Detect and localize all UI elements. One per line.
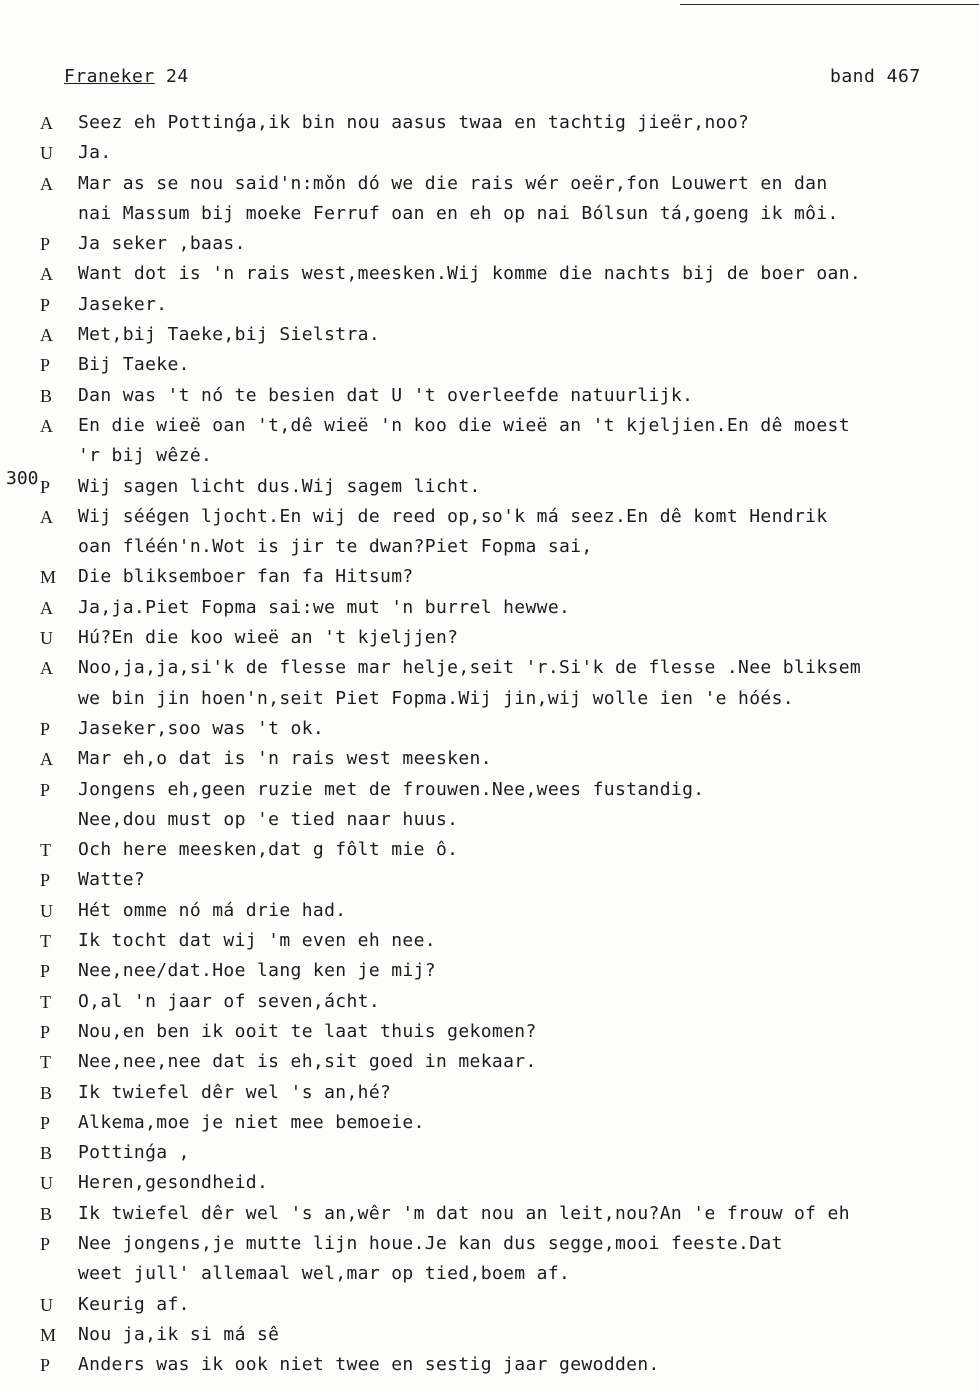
transcript-line	[0, 744, 979, 774]
speaker-label: M	[40, 1324, 57, 1345]
utterance-text: Keurig af.	[78, 1293, 190, 1315]
utterance-text: Mar as se nou said'n:mǒn dó we die rais wér oeër,fon Louwert en dan	[78, 172, 828, 194]
utterance-text: Ik twiefel dêr wel 's an,wêr 'm dat nou an leit,nou?An 'e frouw of eh	[78, 1202, 850, 1224]
utterance-text: oan fléén'n.Wot is jir te dwan?Piet Fopma sai,	[78, 536, 593, 558]
utterance-text: Want dot is 'n rais west,meesken.Wij komme die nachts bij de boer oan.	[78, 263, 862, 285]
top-rule	[680, 4, 979, 5]
utterance-text: Mar eh,o dat is 'n rais west meesken.	[78, 748, 492, 770]
margin-counter: 300	[6, 468, 39, 489]
utterance-text: Ik twiefel dêr wel 's an,hé?	[78, 1081, 392, 1103]
transcript-line	[0, 411, 979, 441]
utterance-text: Watte?	[78, 869, 146, 891]
utterance-text: Wij séégen ljocht.En wij de reed op,so'k má seez.En dê komt Hendrik	[78, 505, 828, 527]
transcript-line	[0, 714, 979, 744]
speaker-label: U	[40, 900, 53, 921]
transcript-line	[0, 896, 979, 926]
utterance-text: Dan was 't nó te besien dat U 't overleefde natuurlijk.	[78, 384, 694, 406]
utterance-text: Nee,nee/dat.Hoe lang ken je mij?	[78, 960, 436, 982]
speaker-label: P	[40, 234, 51, 255]
transcript-line	[0, 290, 979, 320]
utterance-text: Jongens eh,geen ruzie met de frouwen.Nee,wees fustandig.	[78, 778, 705, 800]
transcript-line	[0, 684, 979, 714]
speaker-label: B	[40, 1143, 53, 1164]
speaker-label: T	[40, 1052, 51, 1073]
utterance-text: 'r bij wêzė.	[78, 445, 213, 467]
utterance-text: we bin jin hoen'n,seit Piet Fopma.Wij jin,wij wolle ien 'e hóés.	[78, 687, 794, 709]
utterance-text: Ja,ja.Piet Fopma sai:we mut 'n burrel hewwe.	[78, 596, 571, 618]
transcript-line	[0, 1108, 979, 1138]
transcript-line	[0, 1199, 979, 1229]
header-number: 24	[166, 66, 189, 87]
speaker-label: P	[40, 779, 51, 800]
transcript-line	[0, 1350, 979, 1380]
speaker-label: A	[40, 173, 53, 194]
speaker-label: A	[40, 597, 53, 618]
transcript-line	[0, 502, 979, 532]
transcript-line	[0, 987, 979, 1017]
utterance-text: Alkema,moe je niet mee bemoeie.	[78, 1111, 425, 1133]
speaker-label: T	[40, 840, 51, 861]
transcript-line	[0, 562, 979, 592]
utterance-text: Pottinǵa ,	[78, 1142, 190, 1164]
transcript-line	[0, 623, 979, 653]
utterance-text: Ik tocht dat wij 'm even eh nee.	[78, 930, 436, 952]
transcript-line	[0, 320, 979, 350]
transcript-line	[0, 956, 979, 986]
utterance-text: Hét omme nó má drie had.	[78, 899, 347, 921]
utterance-text: nai Massum bij moeke Ferruf oan en eh op nai Bólsun tá,goeng ik môi.	[78, 202, 839, 224]
speaker-label: P	[40, 1021, 51, 1042]
transcript-line	[0, 472, 979, 502]
utterance-text: Jaseker.	[78, 293, 168, 315]
transcript-line	[0, 1229, 979, 1259]
utterance-text: Ja.	[78, 142, 112, 164]
utterance-text: Ja seker ,baas.	[78, 233, 246, 255]
transcript-line	[0, 805, 979, 835]
transcript-line	[0, 1017, 979, 1047]
utterance-text: Nee,nee,nee dat is eh,sit goed in mekaar.	[78, 1051, 537, 1073]
page-header-left	[64, 66, 189, 87]
speaker-label: M	[40, 567, 57, 588]
transcript-line	[0, 1168, 979, 1198]
transcript-line	[0, 1320, 979, 1350]
speaker-label: A	[40, 264, 53, 285]
speaker-label: T	[40, 991, 51, 1012]
transcript-line	[0, 381, 979, 411]
transcript-line	[0, 865, 979, 895]
transcript-line	[0, 593, 979, 623]
speaker-label: U	[40, 628, 53, 649]
transcript-line	[0, 229, 979, 259]
utterance-text: En die wieë oan 't,dê wieë 'n koo die wieë an 't kjeljien.En dê moest	[78, 414, 850, 436]
transcript-line	[0, 350, 979, 380]
transcript-line	[0, 1259, 979, 1289]
speaker-label: B	[40, 385, 53, 406]
speaker-label: P	[40, 961, 51, 982]
speaker-label: A	[40, 658, 53, 679]
transcript-line	[0, 138, 979, 168]
utterance-text: Heren,gesondheid.	[78, 1172, 269, 1194]
speaker-label: A	[40, 325, 53, 346]
speaker-label: A	[40, 415, 53, 436]
speaker-label: P	[40, 870, 51, 891]
transcript-line	[0, 259, 979, 289]
transcript-line	[0, 169, 979, 199]
utterance-text: weet jull' allemaal wel,mar op tied,boem af.	[78, 1263, 571, 1285]
speaker-label: P	[40, 476, 51, 497]
transcript-line	[0, 835, 979, 865]
speaker-label: P	[40, 294, 51, 315]
speaker-label: P	[40, 718, 51, 739]
transcript-line	[0, 1138, 979, 1168]
utterance-text: Wij sagen licht dus.Wij sagem licht.	[78, 475, 481, 497]
speaker-label: U	[40, 1173, 53, 1194]
utterance-text: Anders was ik ook niet twee en sestig jaar gewodden.	[78, 1354, 660, 1376]
header-band: band 467	[830, 66, 921, 87]
utterance-text: Hú?En die koo wieë an 't kjeljjen?	[78, 627, 459, 649]
transcript-line	[0, 532, 979, 562]
utterance-text: O,al 'n jaar of seven,ácht.	[78, 990, 381, 1012]
utterance-text: Och here meesken,dat g fôlt mie ô.	[78, 839, 459, 861]
utterance-text: Nee,dou must op 'e tied naar huus.	[78, 808, 459, 830]
utterance-text: Jaseker,soo was 't ok.	[78, 717, 325, 739]
transcript-line	[0, 441, 979, 471]
speaker-label: P	[40, 1233, 51, 1254]
speaker-label: B	[40, 1082, 53, 1103]
transcript-line	[0, 199, 979, 229]
utterance-text: Seez eh Pottinǵa,ik bin nou aasus twaa en tachtig jieër,noo?	[78, 112, 750, 133]
speaker-label: B	[40, 1203, 53, 1224]
speaker-label: U	[40, 1294, 53, 1315]
utterance-text: Die bliksemboer fan fa Hitsum?	[78, 566, 414, 588]
transcript-line	[0, 1078, 979, 1108]
speaker-label: T	[40, 931, 51, 952]
transcript-lines	[0, 108, 979, 1380]
speaker-label: P	[40, 1355, 51, 1376]
transcript-line	[0, 653, 979, 683]
speaker-label: P	[40, 355, 51, 376]
speaker-label: U	[40, 143, 53, 164]
utterance-text: Nou ja,ik si má sê	[78, 1323, 280, 1345]
utterance-text: Nou,en ben ik ooit te laat thuis gekomen?	[78, 1020, 537, 1042]
utterance-text: Nee jongens,je mutte lijn houe.Je kan dus segge,mooi feeste.Dat	[78, 1232, 783, 1254]
transcript-line	[0, 1290, 979, 1320]
utterance-text: Met,bij Taeke,bij Sielstra.	[78, 324, 381, 346]
transcript-line	[0, 108, 979, 138]
speaker-label: A	[40, 506, 53, 527]
transcript-line	[0, 1047, 979, 1077]
transcript-line	[0, 926, 979, 956]
speaker-label: A	[40, 113, 53, 133]
utterance-text: Noo,ja,ja,si'k de flesse mar helje,seit 'r.Si'k de flesse .Nee bliksem	[78, 657, 862, 679]
speaker-label: A	[40, 749, 53, 770]
speaker-label: P	[40, 1112, 51, 1133]
utterance-text: Bij Taeke.	[78, 354, 190, 376]
header-place: Franeker	[64, 66, 155, 87]
transcript-line	[0, 775, 979, 805]
